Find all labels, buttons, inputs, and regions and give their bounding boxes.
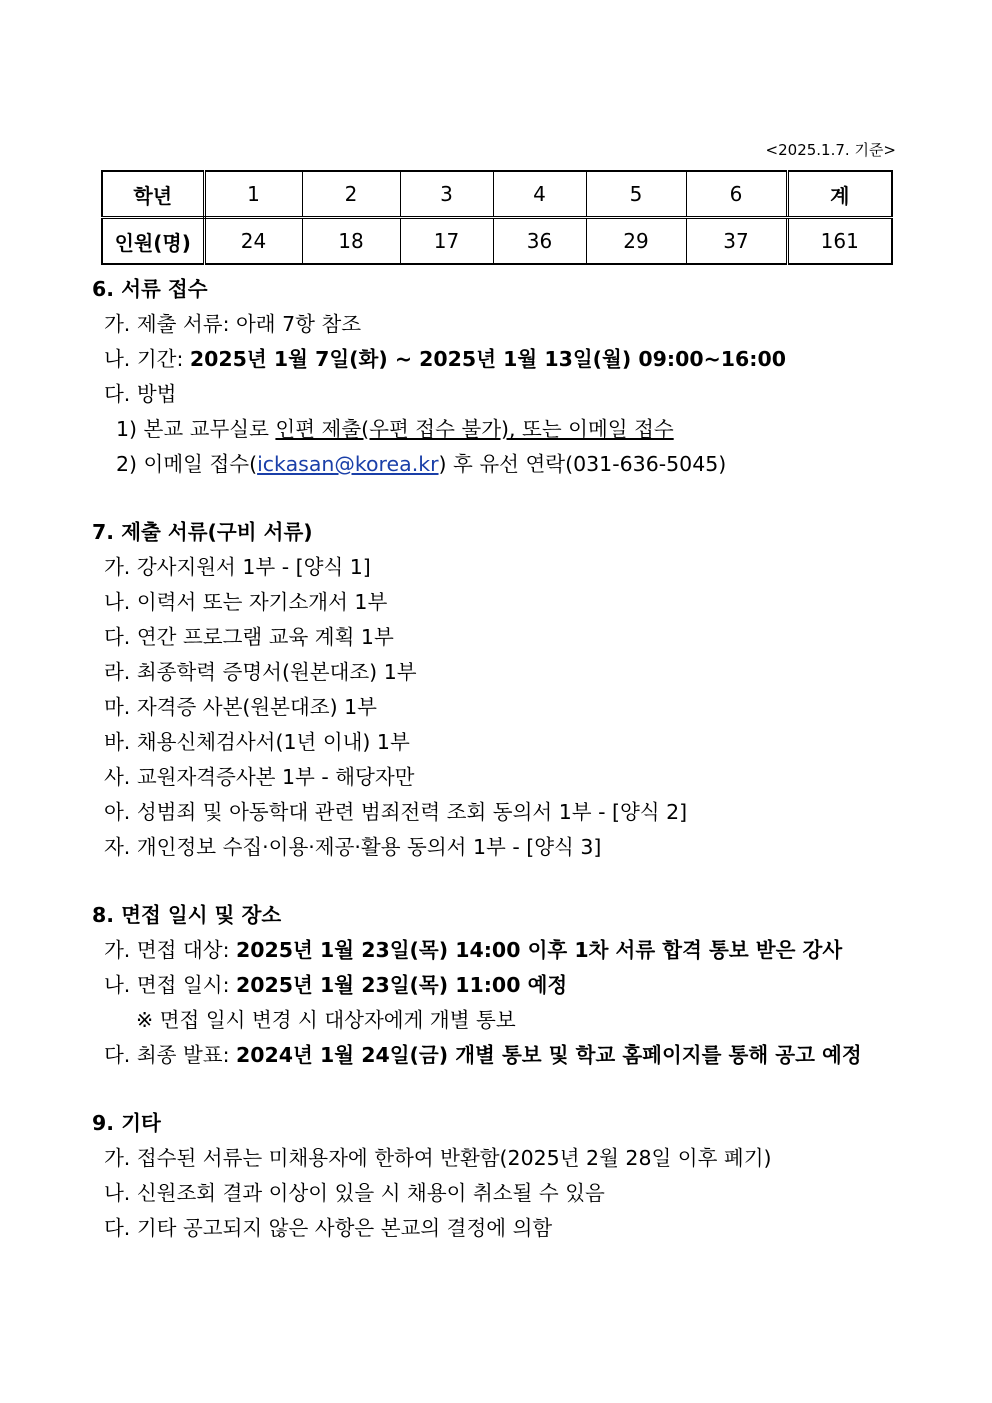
table-cell: 29 bbox=[586, 218, 686, 265]
table-cell: 인원(명) bbox=[102, 218, 204, 265]
table-header-row bbox=[102, 171, 892, 218]
s8-ga-label: 가. 면접 대상: bbox=[104, 938, 236, 962]
s8-item-na bbox=[92, 968, 912, 1003]
s6-method-1-label: 1) 본교 교무실로 bbox=[116, 417, 276, 441]
table-cell: 36 bbox=[493, 218, 586, 265]
reference-date-note: <2025.1.7. 기준> bbox=[765, 141, 896, 159]
s8-da-label: 다. 최종 발표: bbox=[104, 1043, 236, 1067]
spacer bbox=[92, 1073, 912, 1106]
s6-method-2-suffix: ) 후 유선 연락(031-636-5045) bbox=[438, 452, 727, 476]
s8-note: ※ 면접 일시 변경 시 대상자에게 개별 통보 bbox=[136, 1008, 516, 1032]
header-cell: 1 bbox=[204, 171, 302, 218]
list-item: 나. 이력서 또는 자기소개서 1부 bbox=[104, 590, 388, 614]
header-cell: 3 bbox=[400, 171, 493, 218]
header-cell: 4 bbox=[493, 171, 586, 218]
section-6-title: 6. 서류 접수 bbox=[92, 277, 208, 301]
table-cell: 17 bbox=[400, 218, 493, 265]
list-item: 마. 자격증 사본(원본대조) 1부 bbox=[104, 695, 377, 719]
list-item: 가. 접수된 서류는 미채용자에 한하여 반환함(2025년 2월 28일 이후 폐기) bbox=[104, 1146, 772, 1170]
s6-method-2 bbox=[92, 447, 912, 482]
document-body bbox=[92, 272, 912, 1246]
table-cell: 24 bbox=[204, 218, 302, 265]
section-8-title: 8. 면접 일시 및 장소 bbox=[92, 903, 282, 927]
s8-item-ga bbox=[92, 933, 912, 968]
table-cell: 18 bbox=[302, 218, 400, 265]
s6-item-na bbox=[92, 342, 912, 377]
header-cell: 계 bbox=[787, 171, 892, 218]
s6-item-ga: 가. 제출 서류: 아래 7항 참조 bbox=[104, 312, 362, 336]
list-item: 바. 채용신체검사서(1년 이내) 1부 bbox=[104, 730, 410, 754]
list-item: 사. 교원자격증사본 1부 - 해당자만 bbox=[104, 765, 415, 789]
header-cell: 2 bbox=[302, 171, 400, 218]
list-item: 다. 연간 프로그램 교육 계획 1부 bbox=[104, 625, 394, 649]
header-cell: 학년 bbox=[102, 171, 204, 218]
students-by-grade-table bbox=[101, 170, 893, 265]
list-item: 아. 성범죄 및 아동학대 관련 범죄전력 조회 동의서 1부 - [양식 2] bbox=[104, 800, 688, 824]
email-link[interactable]: ickasan@korea.kr bbox=[257, 452, 439, 476]
list-item: 자. 개인정보 수집·이용·제공·활용 동의서 1부 - [양식 3] bbox=[104, 835, 602, 859]
header-cell: 6 bbox=[686, 171, 787, 218]
s6-method-1 bbox=[92, 412, 912, 447]
spacer bbox=[92, 865, 912, 898]
spacer bbox=[92, 482, 912, 515]
list-item: 다. 기타 공고되지 않은 사항은 본교의 결정에 의함 bbox=[104, 1216, 553, 1240]
section-9-title: 9. 기타 bbox=[92, 1111, 161, 1135]
s8-item-da bbox=[92, 1038, 912, 1073]
table-cell: 37 bbox=[686, 218, 787, 265]
list-item: 가. 강사지원서 1부 - [양식 1] bbox=[104, 555, 371, 579]
s6-item-da: 다. 방법 bbox=[104, 382, 177, 406]
header-cell: 5 bbox=[586, 171, 686, 218]
s8-da-detail: 2024년 1월 24일(금) 개별 통보 및 학교 홈페이지를 통해 공고 예정 bbox=[236, 1043, 862, 1067]
table-row bbox=[102, 218, 892, 265]
list-item: 나. 신원조회 결과 이상이 있을 시 채용이 취소될 수 있음 bbox=[104, 1181, 605, 1205]
s6-period: 2025년 1월 7일(화) ~ 2025년 1월 13일(월) 09:00~16:00 bbox=[189, 347, 787, 371]
s8-na-detail: 2025년 1월 23일(목) 11:00 예정 bbox=[236, 973, 568, 997]
list-item: 라. 최종학력 증명서(원본대조) 1부 bbox=[104, 660, 417, 684]
table-cell: 161 bbox=[787, 218, 892, 265]
s6-na-label: 나. 기간: bbox=[104, 347, 190, 371]
s6-method-1-detail: 인편 제출(우편 접수 불가), 또는 이메일 접수 bbox=[275, 417, 674, 441]
s6-method-2-label: 2) 이메일 접수( bbox=[116, 452, 258, 476]
s8-ga-detail: 2025년 1월 23일(목) 14:00 이후 1차 서류 합격 통보 받은 강사 bbox=[236, 938, 843, 962]
s8-na-label: 나. 면접 일시: bbox=[104, 973, 236, 997]
section-7-title: 7. 제출 서류(구비 서류) bbox=[92, 520, 313, 544]
